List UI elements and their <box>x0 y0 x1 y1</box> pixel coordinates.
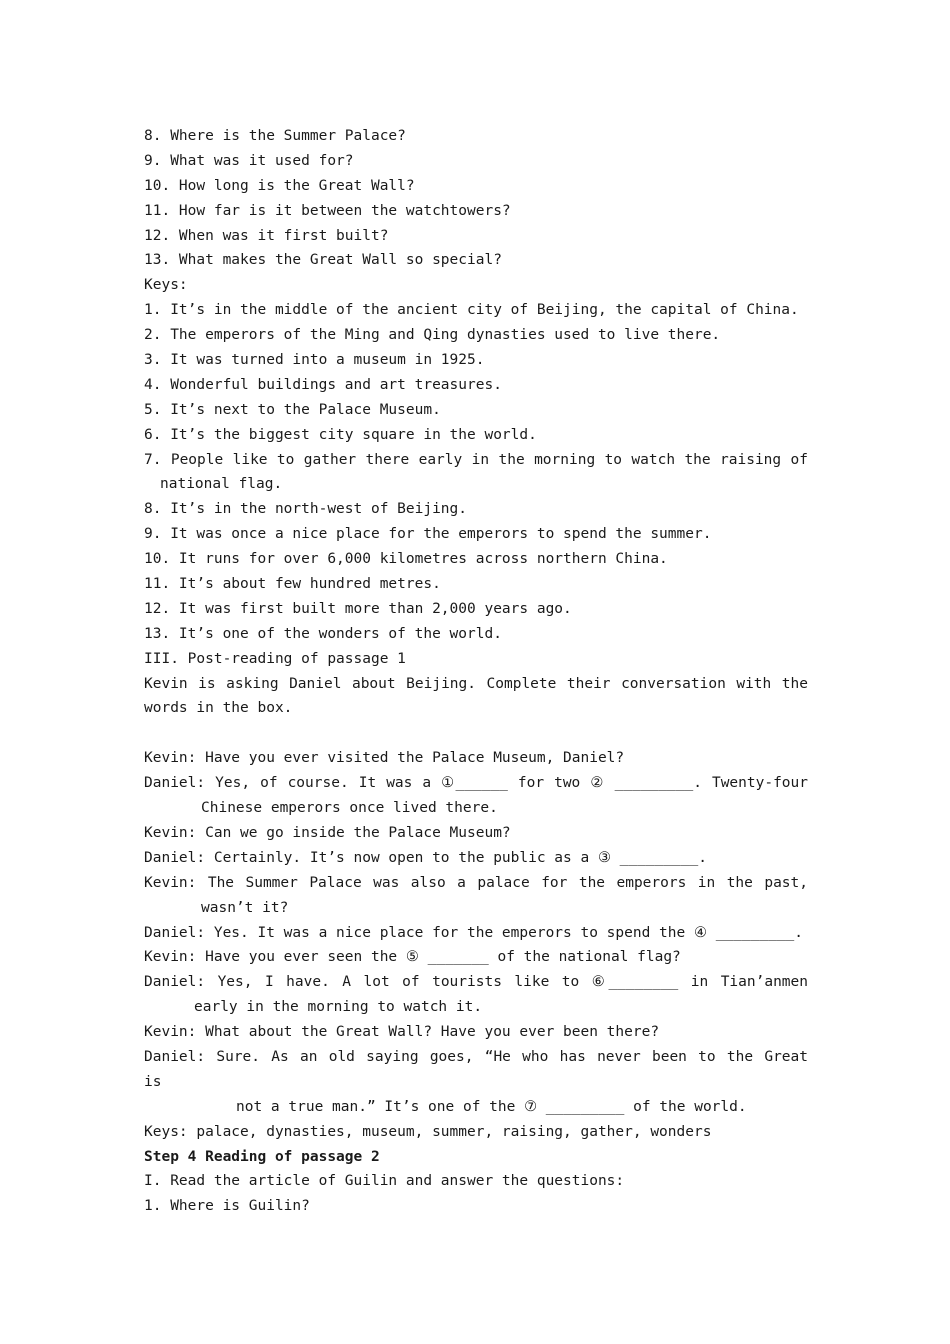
dialogue-line-10c: not a true man.” It’s one of the ⑦ _________ of the world. <box>236 1098 747 1115</box>
question-13: 13. What makes the Great Wall so special? <box>144 252 502 269</box>
step-4-title: Step 4 Reading of passage 2 <box>144 1148 380 1165</box>
dialogue-line-9: Kevin: What about the Great Wall? Have you ever been there? <box>144 1024 660 1041</box>
dialogue-line-6: Daniel: Yes. It was a nice place for the emperors to spend the ④ _________. <box>144 924 803 941</box>
section-3-intro-line-2: words in the box. <box>144 700 293 717</box>
dialogue-line-2a: Daniel: Yes, of course. It was a ①______ for two ② _________. Twenty-four <box>144 775 808 792</box>
question-10: 10. How long is the Great Wall? <box>144 177 415 194</box>
dialogue-line-5b: wasn’t it? <box>201 899 289 916</box>
key-1: 1. It’s in the middle of the ancient city of Beijing, the capital of China. <box>144 302 799 319</box>
dialogue-line-4: Daniel: Certainly. It’s now open to the public as a ③ _________. <box>144 849 707 866</box>
key-7-line-2: national flag. <box>160 476 283 493</box>
document-page <box>144 124 808 1219</box>
key-3: 3. It was turned into a museum in 1925. <box>144 352 485 369</box>
question-12: 12. When was it first built? <box>144 227 389 244</box>
section-3-intro-line-1: Kevin is asking Daniel about Beijing. Complete their conversation with the <box>144 675 808 692</box>
question-9: 9. What was it used for? <box>144 152 354 169</box>
key-7-line-1: 7. People like to gather there early in the morning to watch the raising of <box>144 451 808 468</box>
blank-line <box>144 721 808 746</box>
dialogue-line-10a: Daniel: Sure. As an old saying goes, “He who has never been to the Great <box>144 1048 808 1065</box>
answer-keys: Keys: palace, dynasties, museum, summer, raising, gather, wonders <box>144 1123 712 1140</box>
key-2: 2. The emperors of the Ming and Qing dynasties used to live there. <box>144 327 721 344</box>
question-11: 11. How far is it between the watchtowers? <box>144 202 511 219</box>
keys-label: Keys: <box>144 277 188 294</box>
dialogue-line-10b: is <box>144 1073 162 1090</box>
step-4-question-1: 1. Where is Guilin? <box>144 1198 310 1215</box>
key-12: 12. It was first built more than 2,000 years ago. <box>144 600 572 617</box>
dialogue-line-3: Kevin: Can we go inside the Palace Museum? <box>144 824 511 841</box>
key-6: 6. It’s the biggest city square in the world. <box>144 426 537 443</box>
key-9: 9. It was once a nice place for the emperors to spend the summer. <box>144 526 712 543</box>
dialogue-line-8a: Daniel: Yes, I have. A lot of tourists like to ⑥________ in Tian’anmen <box>144 974 808 991</box>
dialogue-line-5a: Kevin: The Summer Palace was also a palace for the emperors in the past, <box>144 874 808 891</box>
key-5: 5. It’s next to the Palace Museum. <box>144 401 441 418</box>
dialogue-line-7: Kevin: Have you ever seen the ⑤ _______ of the national flag? <box>144 949 681 966</box>
dialogue-line-2b: Chinese emperors once lived there. <box>201 800 498 817</box>
key-8: 8. It’s in the north-west of Beijing. <box>144 501 468 518</box>
step-4-instruction: I. Read the article of Guilin and answer the questions: <box>144 1173 625 1190</box>
question-8: 8. Where is the Summer Palace? <box>144 128 406 144</box>
dialogue-line-1: Kevin: Have you ever visited the Palace Museum, Daniel? <box>144 750 625 767</box>
section-3-title: III. Post-reading of passage 1 <box>144 650 406 667</box>
key-4: 4. Wonderful buildings and art treasures. <box>144 376 502 393</box>
key-11: 11. It’s about few hundred metres. <box>144 576 441 593</box>
key-13: 13. It’s one of the wonders of the world. <box>144 625 502 642</box>
dialogue-line-8b: early in the morning to watch it. <box>194 999 483 1016</box>
key-10: 10. It runs for over 6,000 kilometres across northern China. <box>144 551 668 568</box>
